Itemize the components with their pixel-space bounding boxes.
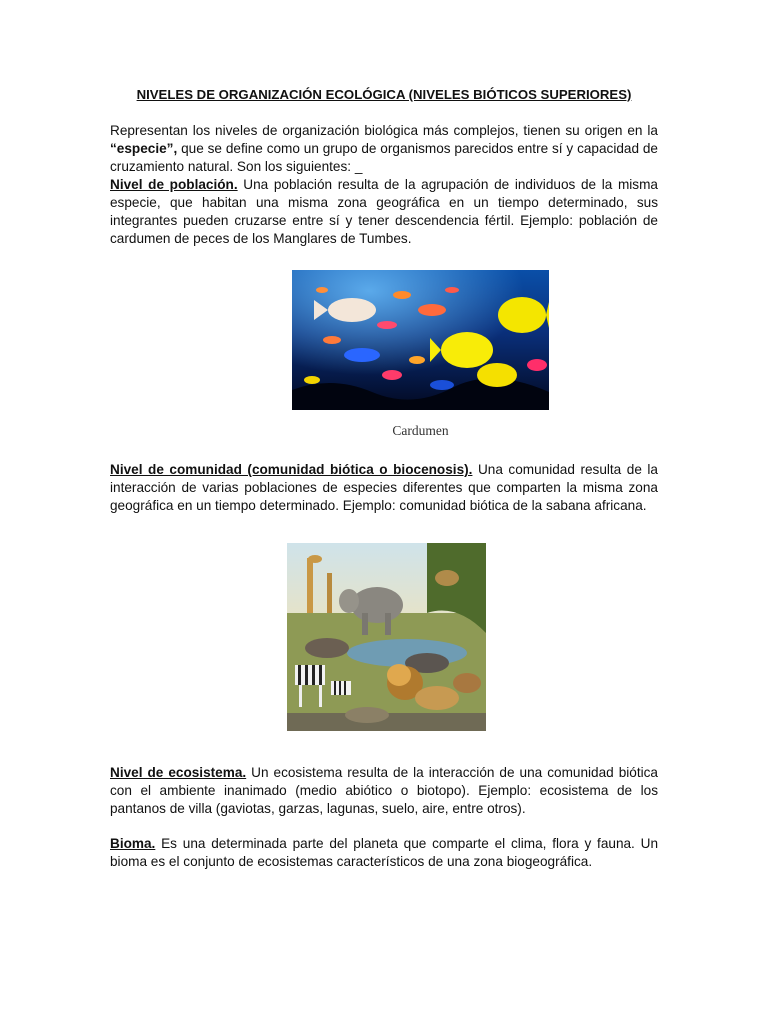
section-term-bioma: Bioma. (110, 836, 156, 851)
fish-image-caption: Cardumen (392, 423, 449, 438)
section-text-bioma: Es una determinada parte del planeta que comparte el clima, flora y fauna. Un bioma es el conjunto de ecosistemas característicos de una zona biogeográfica. (110, 836, 658, 869)
ecosystem-paragraph (110, 764, 658, 818)
fish-school-image (292, 270, 549, 410)
section-text-ecosistema: Un ecosistema resulta de la interacción de una comunidad biótica con el ambiente inanimado (medio abiótico o biotopo). Ejemplo: ecosistema de los pantanos de villa (gaviotas, garzas, lagunas, suelo, aire, entre otros). (110, 765, 658, 816)
biome-paragraph (110, 835, 658, 871)
intro-text-start: Representan los niveles de organización biológica más complejos, tienen su origen en la (110, 123, 658, 138)
section-text-poblacion: Una población resulta de la agrupación de individuos de la misma especie, que habitan una misma zona geográfica en un tiempo determinado, sus integrantes pueden cruzarse entre sí y tener descendencia fértil. Ejemplo: población de cardumen de peces de los Manglares de Tumbes. (110, 177, 658, 246)
intro-emphasis-especie: “especie”, (110, 141, 178, 156)
intro-paragraph (110, 122, 658, 248)
section-term-comunidad: Nivel de comunidad (comunidad biótica o biocenosis). (110, 462, 473, 477)
community-paragraph (110, 461, 658, 515)
section-text-comunidad: Una comunidad resulta de la interacción de varias poblaciones de especies diferentes que comparten la misma zona geográfica en un tiempo determinado. Ejemplo: comunidad biótica de la sabana africana. (110, 462, 658, 513)
african-savanna-image (287, 543, 486, 731)
document-title: NIVELES DE ORGANIZACIÓN ECOLÓGICA (NIVELES BIÓTICOS SUPERIORES) (136, 87, 632, 102)
section-term-ecosistema: Nivel de ecosistema. (110, 765, 247, 780)
intro-text-end: que se define como un grupo de organismos parecidos entre sí y capacidad de cruzamiento natural. Son los siguientes: _ (110, 141, 658, 174)
section-term-poblacion: Nivel de población. (110, 177, 238, 192)
